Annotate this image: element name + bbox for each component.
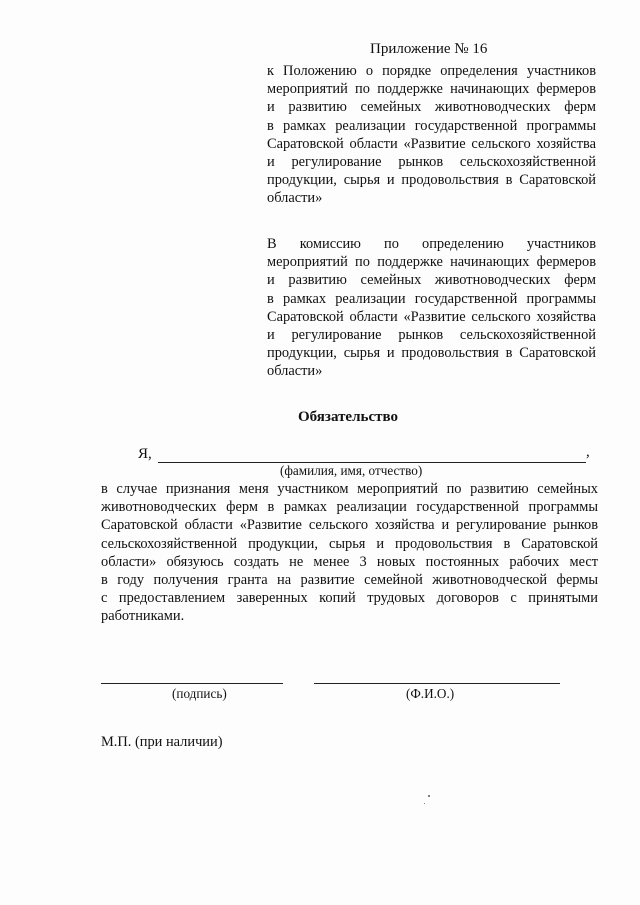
text-line: сельскохозяйственной продукции, сырья и продовольствия в Саратовской bbox=[101, 535, 598, 552]
seal-note: М.П. (при наличии) bbox=[101, 734, 223, 750]
text-line: и регулирование рынков сельскохозяйственной bbox=[267, 326, 596, 343]
text-line: В комиссию по определению участников bbox=[267, 236, 596, 252]
text-line: области» обязуюсь создать не менее 3 новых постоянных рабочих мест bbox=[101, 553, 598, 570]
text-line: в рамках реализации государственной программы bbox=[267, 290, 596, 307]
text-line: в рамках реализации государственной программы bbox=[267, 117, 596, 134]
declarant-caption: (фамилия, имя, отчество) bbox=[280, 463, 423, 478]
text-line: продукции, сырья и продовольствия в Саратовской bbox=[267, 345, 596, 362]
text-line: и развитию семейных животноводческих ферм bbox=[267, 272, 596, 289]
text-line: в случае признания меня участником мероприятий по развитию семейных bbox=[101, 481, 598, 497]
text-line: с предоставлением заверенных копий трудовых договоров с принятыми bbox=[101, 590, 598, 607]
declarant-prefix: Я, bbox=[138, 446, 152, 462]
declarant-suffix: , bbox=[586, 444, 590, 460]
full-name-caption: (Ф.И.О.) bbox=[406, 686, 455, 701]
text-line: к Положению о порядке определения участников bbox=[267, 63, 596, 79]
signature-caption: (подпись) bbox=[172, 686, 227, 701]
document-heading bbox=[0, 409, 640, 426]
text-line: животноводческих ферм в рамках реализации государственной программы bbox=[101, 499, 598, 516]
text-line: Саратовской области «Развитие сельского хозяйства bbox=[267, 308, 596, 325]
heading-text: Обязательство bbox=[298, 409, 398, 425]
signature-field[interactable] bbox=[101, 683, 283, 684]
obligation-text bbox=[101, 480, 598, 626]
text-line: в году получения гранта на развитие семейной животноводческой фермы bbox=[101, 571, 598, 588]
text-line: работниками. bbox=[101, 608, 185, 625]
text-line: Саратовской области «Развитие сельского хозяйства и регулирование рынков bbox=[101, 517, 598, 534]
scan-speck bbox=[424, 803, 425, 804]
text-line: продукции, сырья и продовольствия в Саратовской bbox=[267, 172, 596, 189]
full-name-field[interactable] bbox=[314, 683, 560, 684]
text-line: Саратовской области «Развитие сельского хозяйства bbox=[267, 135, 596, 152]
addressee-block bbox=[267, 235, 596, 381]
appendix-title: Приложение № 16 bbox=[370, 41, 488, 57]
text-line: мероприятий по поддержке начинающих фермеров bbox=[267, 81, 596, 98]
text-line: мероприятий по поддержке начинающих фермеров bbox=[267, 254, 596, 271]
scan-speck bbox=[428, 795, 430, 797]
text-line: и регулирование рынков сельскохозяйственной bbox=[267, 153, 596, 170]
text-line: области» bbox=[267, 190, 323, 207]
text-line: области» bbox=[267, 363, 323, 380]
text-line: и развитию семейных животноводческих ферм bbox=[267, 99, 596, 116]
appendix-reference bbox=[267, 62, 596, 208]
